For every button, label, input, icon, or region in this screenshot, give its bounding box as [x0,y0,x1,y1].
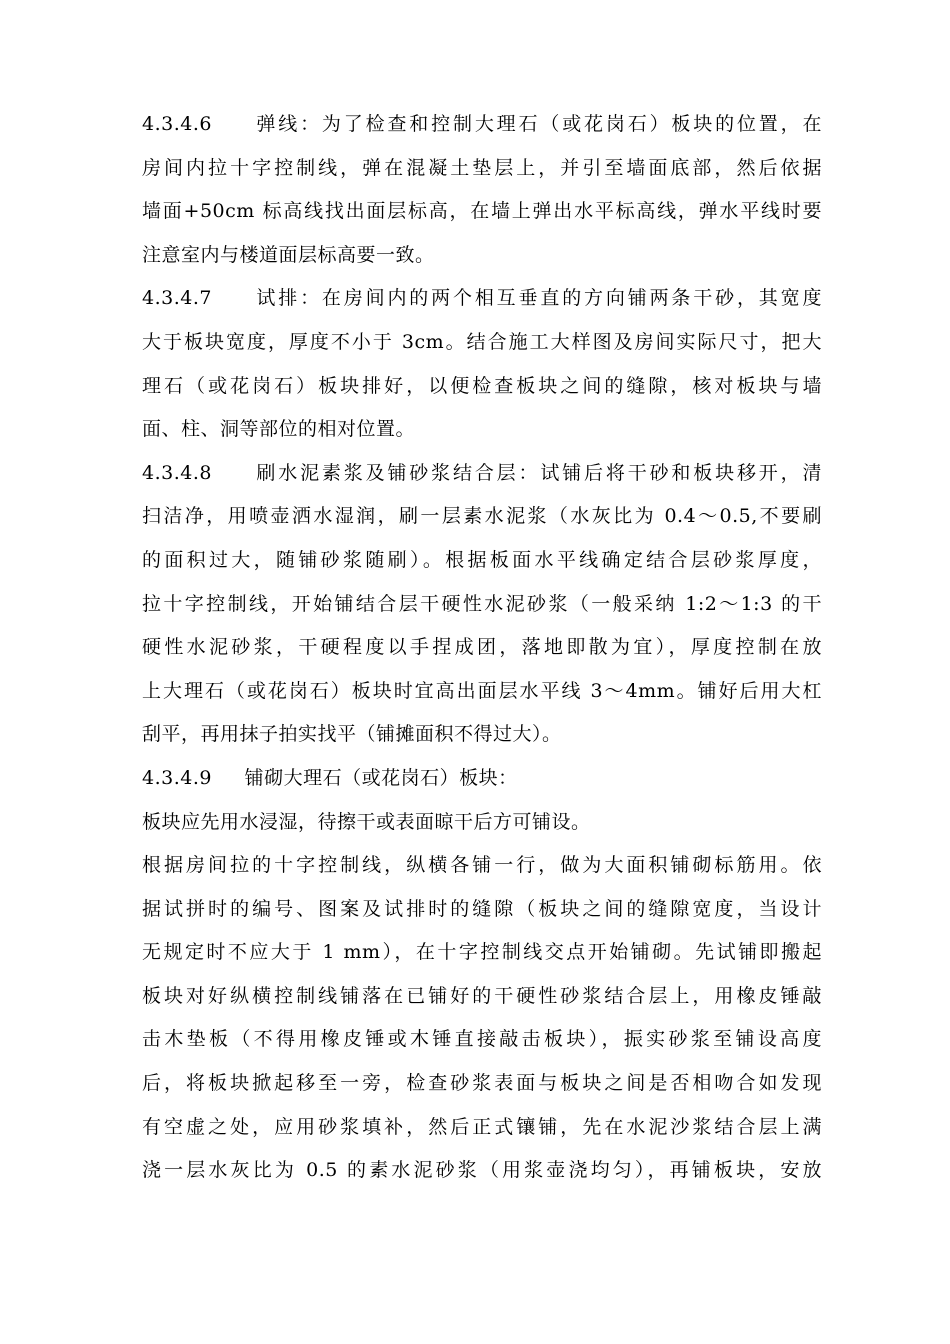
text-line: 击木垫板（不得用橡皮锤或木锤直接敲击板块），振实砂浆至铺设高度 [142,1028,822,1051]
text-line: 无规定时不应大于 1 mm），在十字控制线交点开始铺砌。先试铺即搬起 [142,941,822,964]
text-line: 4.3.4.6 弹线：为了检查和控制大理石（或花岗石）板块的位置，在 [142,113,822,135]
text-line: 根据房间拉的十字控制线，纵横各铺一行，做为大面积铺砌标筋用。依 [142,854,822,877]
text-line: 刮平，再用抹子拍实找平（铺摊面积不得过大）。 [142,723,562,746]
text-line: 拉十字控制线，开始铺结合层干硬性水泥砂浆（一般采纳 1:2〜1:3 的干 [142,592,822,615]
text-line: 扫洁净，用喷壶洒水湿润，刷一层素水泥浆（水灰比为 0.4〜0.5,不要刷 [142,505,822,528]
text-line: 大于板块宽度，厚度不小于 3cm。结合施工大样图及房间实际尺寸，把大 [142,330,822,353]
text-line: 据试拼时的编号、图案及试排时的缝隙（板块之间的缝隙宽度，当设计 [142,897,822,920]
text-line: 板块应先用水浸湿，待擦干或表面晾干后方可铺设。 [142,810,591,833]
text-line: 墙面+50cm 标高线找出面层标高，在墙上弹出水平标高线，弹水平线时要 [142,200,822,223]
text-line: 板块对好纵横控制线铺落在已铺好的干硬性砂浆结合层上，用橡皮锤敲 [142,984,822,1007]
text-line: 4.3.4.8 刷水泥素浆及铺砂浆结合层：试铺后将干砂和板块移开，清 [142,461,822,484]
text-line: 浇一层水灰比为 0.5 的素水泥砂浆（用浆壶浇均匀），再铺板块，安放 [142,1159,822,1182]
text-line: 硬性水泥砂浆，干硬程度以手捏成团，落地即散为宜），厚度控制在放 [142,636,822,659]
text-line: 后，将板块掀起移至一旁，检查砂浆表面与板块之间是否相吻合如发现 [142,1072,822,1095]
text-line: 上大理石（或花岗石）板块时宜高出面层水平线 3〜4mm。铺好后用大杠 [142,679,822,702]
text-line: 的面积过大，随铺砂浆随刷）。根据板面水平线确定结合层砂浆厚度， [142,548,822,571]
text-line: 注意室内与楼道面层标高要一致。 [142,243,435,266]
text-line: 有空虚之处，应用砂浆填补，然后正式镶铺，先在水泥沙浆结合层上满 [142,1115,822,1138]
text-line: 4.3.4.9 铺砌大理石（或花岗石）板块： [142,766,518,789]
text-line: 理石（或花岗石）板块排好，以便检查板块之间的缝隙，核对板块与墙 [142,374,822,397]
text-line: 房间内拉十字控制线，弹在混凝土垫层上，并引至墙面底部，然后依据 [142,156,822,179]
text-line: 面、柱、洞等部位的相对位置。 [142,418,416,441]
document-body [142,103,822,1193]
text-line: 4.3.4.7 试排：在房间内的两个相互垂直的方向铺两条干砂，其宽度 [142,287,822,310]
